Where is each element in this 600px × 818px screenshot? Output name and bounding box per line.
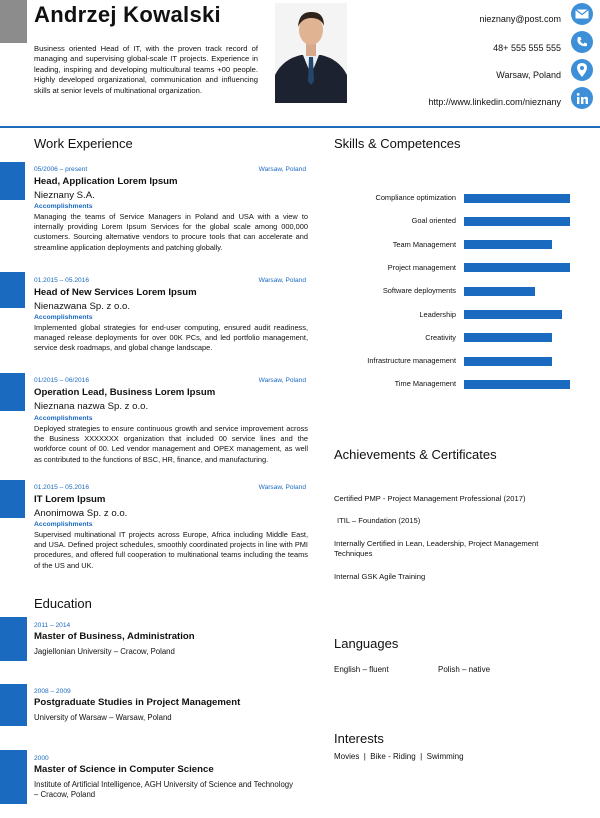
phone-icon bbox=[571, 31, 593, 53]
section-title-languages: Languages bbox=[334, 636, 399, 651]
education-marker bbox=[0, 750, 27, 804]
accomplishments-label: Accomplishments bbox=[34, 314, 93, 321]
skill-level-bar bbox=[464, 380, 570, 389]
skill-level-bar bbox=[464, 194, 570, 203]
skill-level-bar bbox=[464, 217, 570, 226]
experience-dates: 01.2015 – 05.2016 bbox=[34, 277, 90, 284]
header-accent-block bbox=[0, 0, 27, 43]
experience-company: Nienazwana Sp. z o.o. bbox=[34, 301, 130, 312]
skill-label: Creativity bbox=[425, 332, 456, 342]
achievement-item: ITIL – Foundation (2015) bbox=[337, 516, 421, 525]
contact-location: Warsaw, Poland bbox=[496, 70, 561, 80]
section-title-work: Work Experience bbox=[34, 136, 133, 151]
achievement-item: Certified PMP - Project Management Professional (2017) bbox=[334, 494, 526, 503]
contact-linkedin[interactable]: http://www.linkedin.com/nieznany bbox=[428, 97, 561, 107]
skill-level-bar bbox=[464, 287, 535, 296]
skill-label: Compliance optimization bbox=[375, 193, 456, 202]
experience-title: IT Lorem Ipsum bbox=[34, 494, 106, 505]
education-dates: 2000 bbox=[34, 755, 49, 762]
contact-email[interactable]: nieznany@post.com bbox=[479, 14, 561, 24]
experience-company: Nieznana nazwa Sp. z o.o. bbox=[34, 401, 149, 412]
education-degree: Master of Business, Administration bbox=[34, 631, 195, 642]
candidate-name: Andrzej Kowalski bbox=[34, 2, 221, 27]
accomplishments-label: Accomplishments bbox=[34, 521, 93, 528]
experience-marker bbox=[0, 480, 25, 518]
accomplishments-label: Accomplishments bbox=[34, 203, 93, 210]
skill-label: Software deployments bbox=[382, 286, 456, 296]
language-item: English – fluent bbox=[334, 665, 389, 674]
linkedin-icon bbox=[571, 87, 593, 109]
education-degree: Postgraduate Studies in Project Management bbox=[34, 697, 241, 708]
profile-summary: Business oriented Head of IT, with the proven track record of managing and supervising global-scale IT projects. Experience in leading, inspiring and developing multicultural teams +00 people. Highly developed organizational, communication and influencing skills at senior levels of multinational organization. bbox=[34, 44, 258, 95]
skill-label: Infrastructure management bbox=[367, 356, 456, 366]
experience-company: Anonimowa Sp. z o.o. bbox=[34, 508, 128, 519]
education-dates: 2011 – 2014 bbox=[34, 622, 71, 629]
header-divider bbox=[0, 126, 600, 128]
skill-level-bar bbox=[464, 240, 552, 249]
experience-description: Supervised multinational IT projects across Europe, Africa including Middle East, and USA. Defined project schedules, smoothly coordinated projects in line with PMI procedures, and offered full cooperation to multinational teams including the teams of the US and UK. bbox=[34, 530, 308, 570]
skill-level-bar bbox=[464, 357, 552, 366]
experience-description: Implemented global strategies for end-user computing, ensured audit readiness, managed release deployments for over 00K PCs, and led portfolio management, service desk roadmaps, and global change landscape. bbox=[34, 323, 308, 353]
section-title-skills: Skills & Competences bbox=[334, 136, 461, 151]
education-marker bbox=[0, 684, 27, 726]
experience-dates: 01/2015 – 06/2016 bbox=[34, 377, 90, 384]
experience-company: Nieznany S.A. bbox=[34, 190, 95, 201]
skill-label: Goal oriented bbox=[411, 216, 456, 226]
experience-marker bbox=[0, 272, 25, 308]
accomplishments-label: Accomplishments bbox=[34, 415, 93, 422]
education-school: University of Warsaw – Warsaw, Poland bbox=[34, 713, 172, 722]
interests-list: Movies | Bike - Riding | Swimming bbox=[334, 752, 464, 761]
achievement-item: Internal GSK Agile Training bbox=[334, 572, 426, 581]
section-title-education: Education bbox=[34, 596, 92, 611]
experience-marker bbox=[0, 162, 25, 200]
experience-location: Warsaw, Poland bbox=[258, 166, 306, 173]
experience-title: Head of New Services Lorem Ipsum bbox=[34, 287, 197, 298]
skill-level-bar bbox=[464, 263, 570, 272]
experience-title: Head, Application Lorem Ipsum bbox=[34, 176, 178, 187]
section-title-achievements: Achievements & Certificates bbox=[334, 447, 497, 462]
education-marker bbox=[0, 617, 27, 661]
education-degree: Master of Science in Computer Science bbox=[34, 764, 214, 775]
profile-photo bbox=[275, 3, 347, 103]
contact-phone: 48+ 555 555 555 bbox=[493, 43, 561, 53]
skill-label: Project management bbox=[387, 262, 456, 272]
experience-dates: 05/2006 – present bbox=[34, 166, 88, 173]
section-title-interests: Interests bbox=[334, 731, 384, 746]
experience-title: Operation Lead, Business Lorem Ipsum bbox=[34, 387, 216, 398]
experience-location: Warsaw, Poland bbox=[258, 484, 306, 491]
skill-label: Team Management bbox=[392, 239, 456, 249]
experience-location: Warsaw, Poland bbox=[258, 277, 306, 284]
education-dates: 2008 – 2009 bbox=[34, 688, 71, 695]
skill-level-bar bbox=[464, 333, 552, 342]
experience-description: Managing the teams of Service Managers in Poland and USA with a view to internally providing Lorem Ipsum Services for the global scale among 000,000 customers. Sourcing alternative vendors to procure tools that can accelerate and streamline application deployments and patching globally. bbox=[34, 212, 308, 252]
achievement-item: Internally Certified in Lean, Leadership, Project Management Techniques bbox=[334, 539, 539, 558]
skill-label: Time Management bbox=[394, 379, 456, 389]
education-school: Jagiellonian University – Cracow, Poland bbox=[34, 647, 175, 656]
language-item: Polish – native bbox=[438, 665, 491, 674]
skill-level-bar bbox=[464, 310, 562, 319]
experience-marker bbox=[0, 373, 25, 411]
location-pin-icon bbox=[571, 59, 593, 81]
experience-dates: 01.2015 – 05.2016 bbox=[34, 484, 90, 491]
email-icon bbox=[571, 3, 593, 25]
experience-location: Warsaw, Poland bbox=[258, 377, 306, 384]
experience-description: Deployed strategies to ensure continuous growth and service improvement across the Business XXXXXXX organization that included 00 service lines and the workforce count of 00. Led vendor management and OPEX management, as well as contributed to the functions of BSC, HR, finance, and manufacturing. bbox=[34, 424, 308, 464]
education-school: Institute of Artificial Intelligence, AGH University of Science and Technology – Cracow, Poland bbox=[34, 780, 294, 800]
skill-label: Leadership bbox=[419, 309, 456, 319]
